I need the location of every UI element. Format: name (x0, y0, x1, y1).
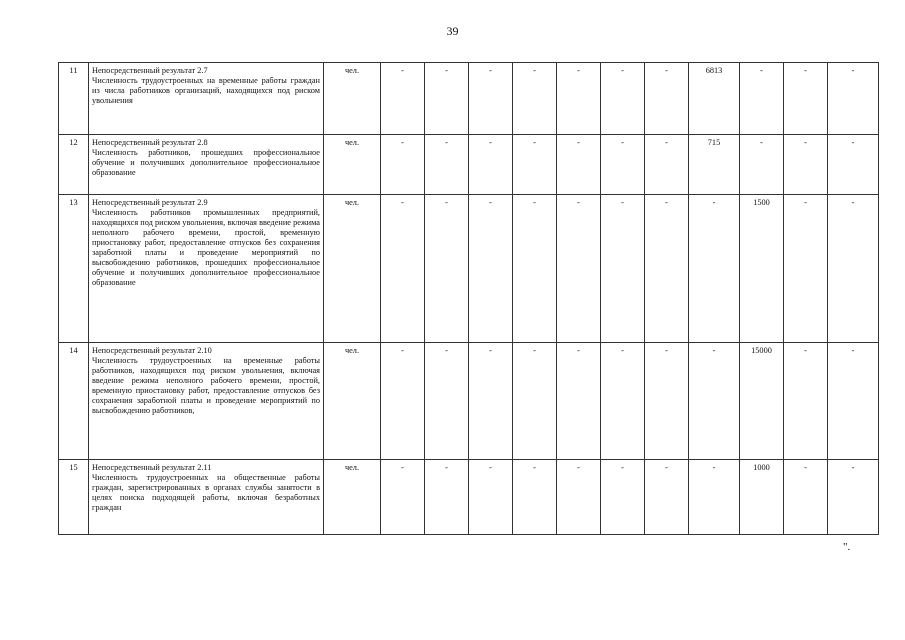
result-description: Численность трудоустроенных на общественные работы граждан, зарегистрированных в органах службы занятости в целях поиска подходящей работы, включая безработных граждан (92, 473, 320, 512)
value-cell: - (513, 195, 557, 343)
result-title: Непосредственный результат 2.10 (92, 346, 212, 355)
value-cell: - (425, 135, 469, 195)
value-cell: - (381, 195, 425, 343)
value-cell: - (645, 195, 689, 343)
table-row (59, 63, 879, 135)
value-cell: - (784, 343, 828, 460)
unit-cell: чел. (324, 195, 381, 343)
table-row (59, 343, 879, 460)
table-body (59, 63, 879, 535)
value-cell: - (557, 63, 601, 135)
unit-cell: чел. (324, 63, 381, 135)
table-row (59, 195, 879, 343)
value-cell: - (557, 343, 601, 460)
row-number: 13 (59, 195, 89, 343)
closing-quote: ". (843, 541, 851, 553)
value-cell: - (740, 63, 784, 135)
result-description: Численность трудоустроенных на временные работы работников, находящихся под риском увольнения, включая введение режима неполного рабочего времени, простой, временную приостановку работ, предоставление отпусков без сохранения заработной платы и проведение мероприятий по высвобождению работников, (92, 356, 320, 415)
result-title: Непосредственный результат 2.7 (92, 66, 208, 75)
value-cell: - (513, 460, 557, 535)
value-cell: - (469, 195, 513, 343)
value-cell: - (513, 343, 557, 460)
value-cell: - (381, 135, 425, 195)
value-cell: - (828, 343, 879, 460)
result-title: Непосредственный результат 2.8 (92, 138, 208, 147)
row-number: 15 (59, 460, 89, 535)
table-row (59, 460, 879, 535)
row-number: 12 (59, 135, 89, 195)
row-description (89, 195, 324, 343)
result-title: Непосредственный результат 2.9 (92, 198, 208, 207)
value-cell: - (784, 63, 828, 135)
value-cell: - (689, 195, 740, 343)
value-cell: - (689, 343, 740, 460)
value-cell: 6813 (689, 63, 740, 135)
value-cell: - (828, 195, 879, 343)
value-cell: - (784, 195, 828, 343)
value-cell: - (828, 135, 879, 195)
value-cell: - (645, 135, 689, 195)
value-cell: - (645, 343, 689, 460)
value-cell: - (425, 460, 469, 535)
value-cell: - (557, 195, 601, 343)
value-cell: 1000 (740, 460, 784, 535)
value-cell: - (469, 343, 513, 460)
value-cell: - (513, 135, 557, 195)
row-description (89, 135, 324, 195)
table-row (59, 135, 879, 195)
result-description: Численность работников промышленных предприятий, находящихся под риском увольнения, включая введение режима неполного рабочего времени, простой, временную приостановку работ, предоставление отпусков без сохранения заработной платы и проведение мероприятий по высвобождению работников, прошедших профессиональное обучение и получивших дополнительное профессиональное образование (92, 208, 320, 287)
value-cell: - (601, 63, 645, 135)
value-cell: - (601, 195, 645, 343)
value-cell: 1500 (740, 195, 784, 343)
value-cell: - (425, 195, 469, 343)
row-description (89, 343, 324, 460)
value-cell: - (601, 135, 645, 195)
value-cell: - (469, 460, 513, 535)
value-cell: - (381, 460, 425, 535)
value-cell: - (740, 135, 784, 195)
value-cell: - (828, 460, 879, 535)
value-cell: 15000 (740, 343, 784, 460)
row-number: 14 (59, 343, 89, 460)
unit-cell: чел. (324, 343, 381, 460)
row-number: 11 (59, 63, 89, 135)
value-cell: - (513, 63, 557, 135)
unit-cell: чел. (324, 460, 381, 535)
value-cell: - (645, 460, 689, 535)
result-description: Численность работников, прошедших профессиональное обучение и получивших дополнительное профессиональное образование (92, 148, 320, 177)
value-cell: - (601, 460, 645, 535)
value-cell: - (784, 460, 828, 535)
row-description (89, 63, 324, 135)
value-cell: - (469, 63, 513, 135)
value-cell: - (645, 63, 689, 135)
value-cell: - (381, 343, 425, 460)
value-cell: - (425, 63, 469, 135)
unit-cell: чел. (324, 135, 381, 195)
row-description (89, 460, 324, 535)
page-number: 39 (446, 24, 459, 38)
value-cell: - (557, 135, 601, 195)
value-cell: - (469, 135, 513, 195)
value-cell: - (828, 63, 879, 135)
result-title: Непосредственный результат 2.11 (92, 463, 212, 472)
value-cell: - (381, 63, 425, 135)
value-cell: - (689, 460, 740, 535)
result-description: Численность трудоустроенных на временные работы граждан из числа работников организаций, находящихся под риском увольнения (92, 76, 320, 105)
value-cell: - (557, 460, 601, 535)
value-cell: - (784, 135, 828, 195)
value-cell: - (601, 343, 645, 460)
value-cell: 715 (689, 135, 740, 195)
results-table (58, 62, 879, 535)
value-cell: - (425, 343, 469, 460)
